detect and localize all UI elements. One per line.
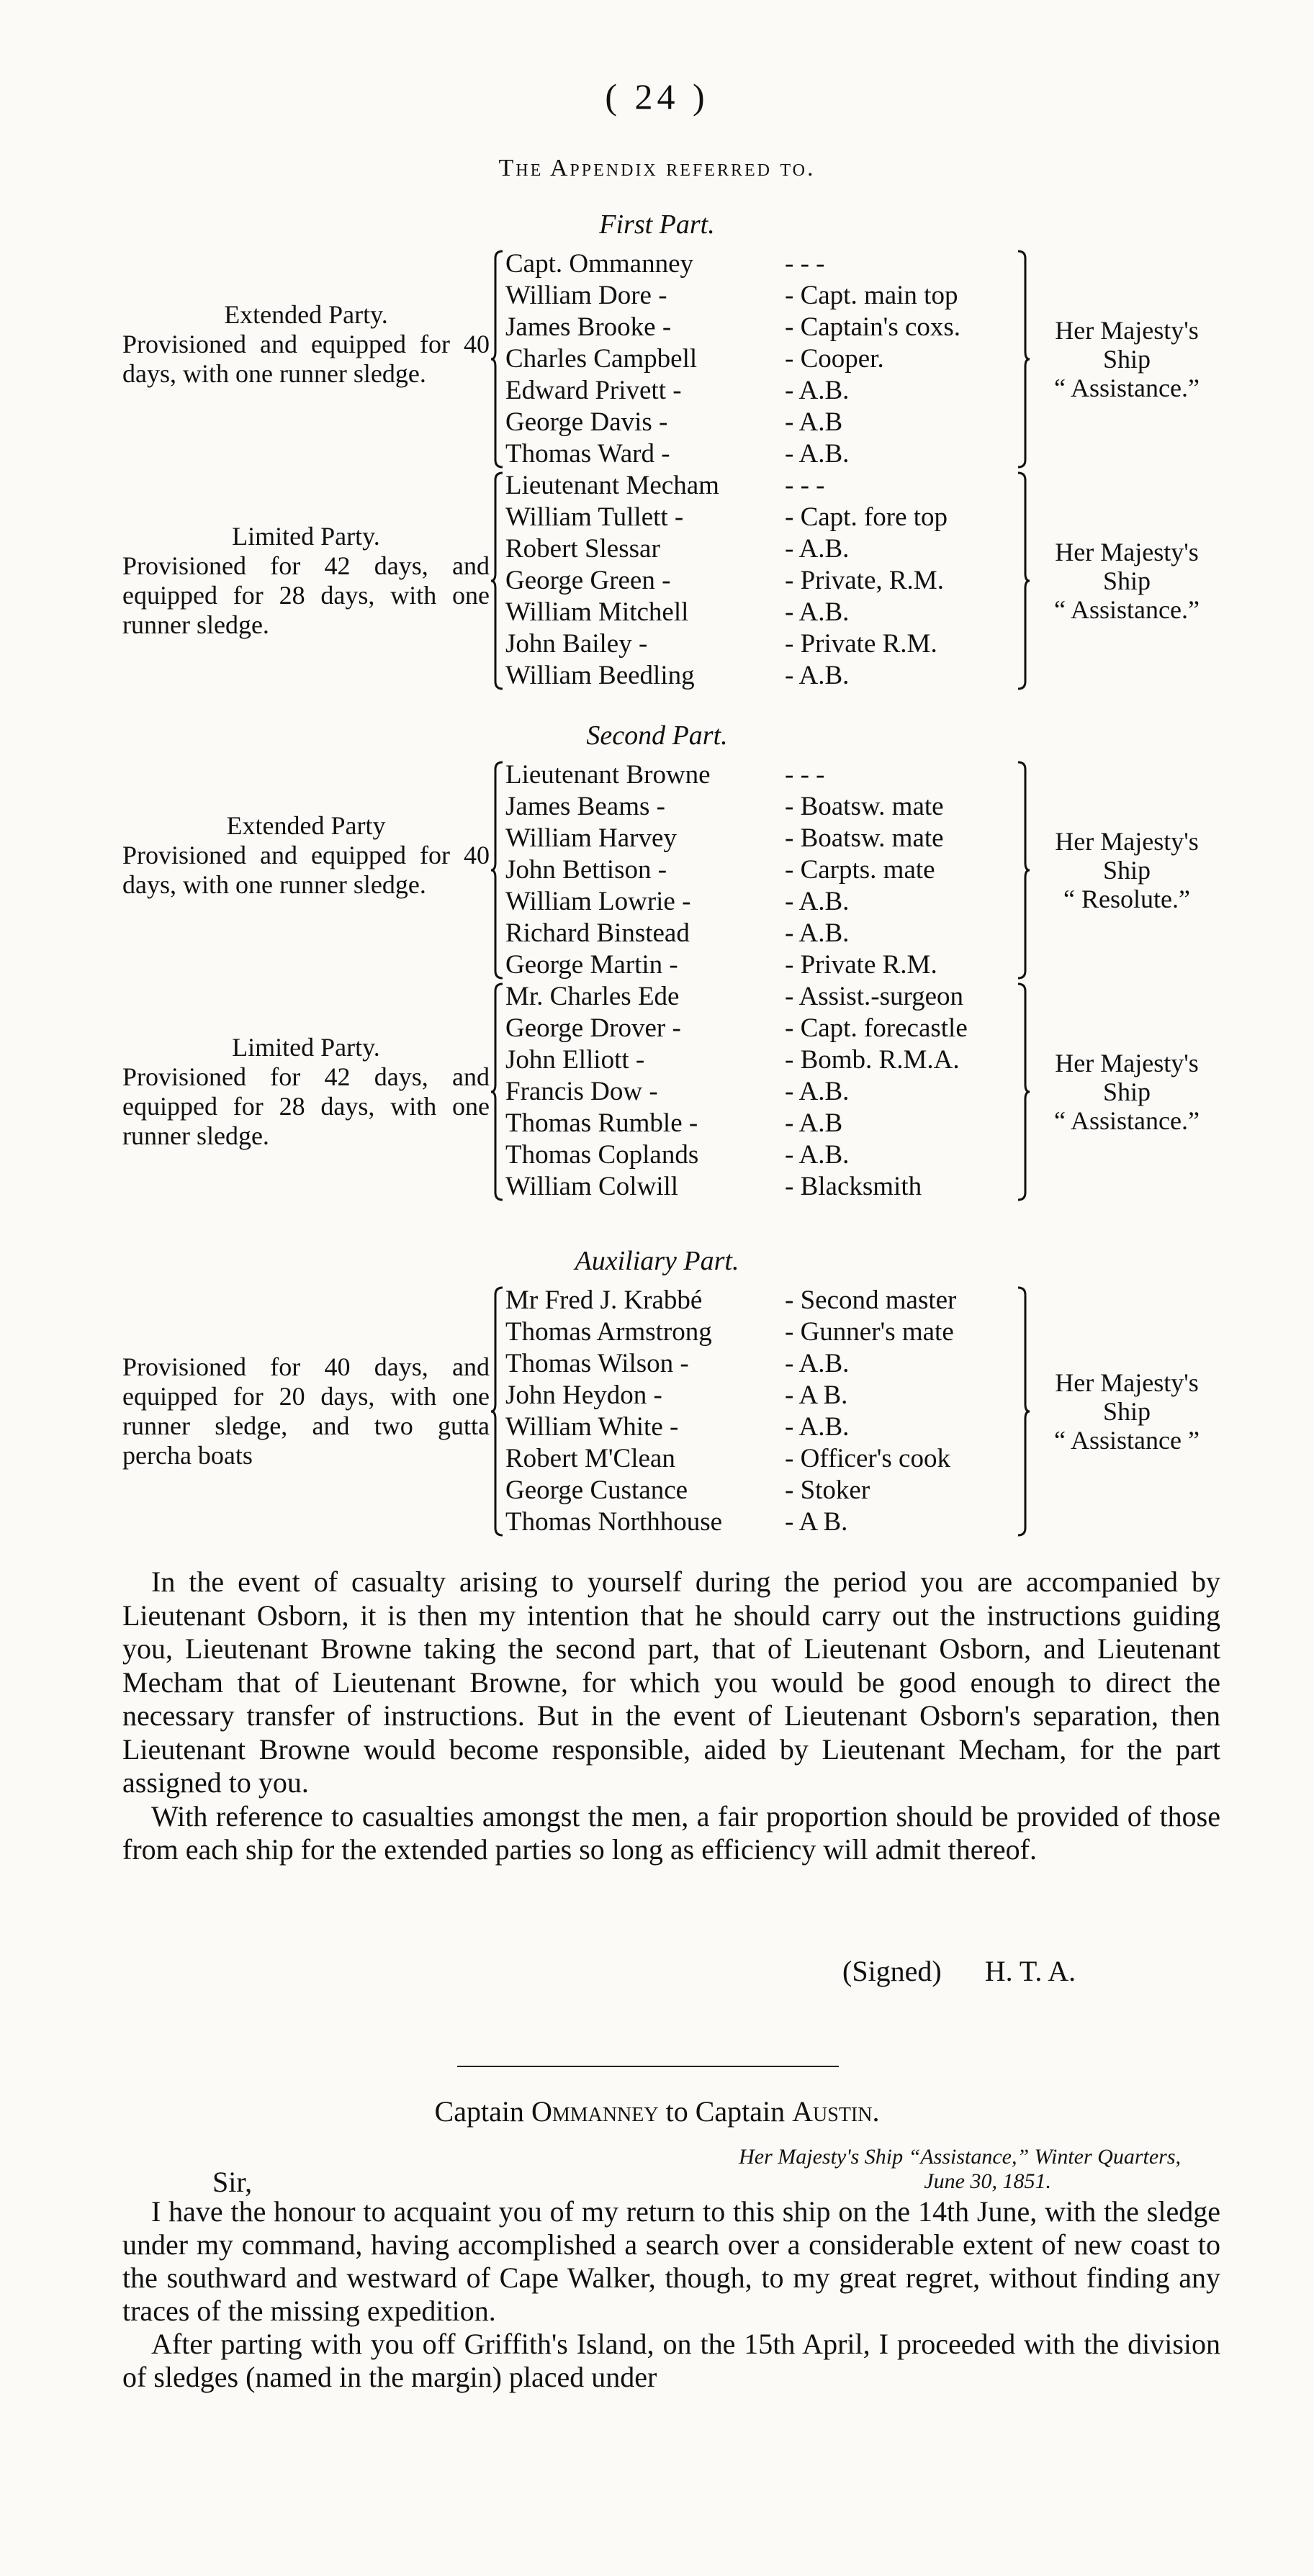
party-provisions: Provisioned for 42 days, and equipped for 28 days, with one runner sledge. — [122, 551, 490, 639]
crew-rank: - A.B. — [785, 376, 850, 405]
crew-row — [505, 1380, 1024, 1411]
left-brace — [490, 1285, 503, 1538]
crew-name: Mr. Charles Ede — [505, 982, 680, 1011]
crew-rank: - Bomb. R.M.A. — [785, 1045, 960, 1075]
ship-line: Her Majesty's — [1055, 1368, 1199, 1397]
ship-line: Ship — [1102, 566, 1151, 595]
crew-rank: - A B. — [785, 1380, 848, 1410]
party-group — [0, 759, 1314, 981]
party-description — [122, 522, 490, 640]
crew-name: William Mitchell — [505, 597, 689, 627]
signed-label: (Signed) — [842, 1955, 942, 1987]
ship-line: “ Resolute.” — [1063, 885, 1190, 913]
crew-row — [505, 375, 1024, 407]
crew-rank: - Officer's cook — [785, 1444, 950, 1473]
crew-rank: - A.B — [785, 407, 843, 437]
crew-name: William Beedling — [505, 661, 695, 690]
ship-line: Ship — [1102, 856, 1151, 885]
crew-rank: - A.B — [785, 1108, 843, 1138]
crew-name: John Heydon - — [505, 1380, 662, 1410]
party-provisions: Provisioned for 42 days, and equipped for 28 days, with one runner sledge. — [122, 1062, 490, 1150]
crew-rank: - A B. — [785, 1507, 848, 1537]
party-description — [122, 300, 490, 389]
crew-row — [505, 248, 1024, 280]
crew-name: Edward Privett - — [505, 376, 682, 405]
ship-name — [1030, 1368, 1224, 1455]
crew-row — [505, 312, 1024, 343]
crew-name: William White - — [505, 1412, 679, 1442]
crew-row — [505, 280, 1024, 312]
ship-line: Her Majesty's — [1055, 538, 1199, 566]
crew-row — [505, 791, 1024, 823]
ship-line: Her Majesty's — [1055, 827, 1199, 856]
salutation: Sir, — [212, 2166, 253, 2198]
party-description — [122, 811, 490, 900]
party-title: Limited Party. — [232, 1033, 380, 1062]
party-description — [122, 1033, 490, 1151]
ship-line: “ Assistance.” — [1054, 595, 1200, 624]
crew-rank: - Assist.-surgeon — [785, 982, 964, 1011]
crew-name: Lieutenant Browne — [505, 760, 711, 790]
crew-row — [505, 1348, 1024, 1380]
crew-rank: - A.B. — [785, 918, 850, 948]
crew-name: William Colwill — [505, 1172, 679, 1201]
ship-line: Ship — [1102, 1397, 1151, 1426]
ship-name — [1030, 1049, 1224, 1135]
crew-rank: - A.B. — [785, 1077, 850, 1106]
crew-row — [505, 470, 1024, 502]
section-title: Second Part. — [586, 720, 728, 751]
ship-name — [1030, 316, 1224, 402]
crew-name: Lieutenant Mecham — [505, 471, 719, 500]
crew-rank: - - - — [785, 471, 825, 500]
signature-line — [842, 1954, 1076, 1988]
crew-rank: - Second master — [785, 1285, 957, 1315]
crew-rank: - Captain's coxs. — [785, 312, 961, 342]
party-provisions: Provisioned and equipped for 40 days, with one runner sledge. — [122, 330, 490, 388]
crew-row — [505, 1076, 1024, 1108]
crew-rank: - A.B. — [785, 439, 850, 469]
letter-title — [0, 2094, 1314, 2128]
crew-rank: - A.B. — [785, 1349, 850, 1378]
dateline-place: Her Majesty's Ship “Assistance,” Winter Quarters, — [739, 2145, 1181, 2169]
crew-rank: - Carpts. mate — [785, 855, 935, 885]
party-provisions: Provisioned and equipped for 40 days, with one runner sledge. — [122, 841, 490, 899]
crew-list — [505, 759, 1024, 981]
ship-line: Her Majesty's — [1055, 1049, 1199, 1077]
party-title: Extended Party — [226, 811, 386, 840]
dateline-date: June 30, 1851. — [924, 2169, 1051, 2193]
crew-row — [505, 981, 1024, 1013]
crew-name: Thomas Northhouse — [505, 1507, 723, 1537]
crew-rank: - Cooper. — [785, 344, 884, 374]
crew-rank: - Capt. main top — [785, 281, 958, 310]
crew-row — [505, 628, 1024, 660]
letter-title-part: Captain — [434, 2095, 531, 2128]
crew-name: William Tullett - — [505, 502, 684, 532]
crew-rank: - Gunner's mate — [785, 1317, 954, 1347]
crew-row — [505, 886, 1024, 918]
crew-name: Robert Slessar — [505, 534, 660, 564]
crew-row — [505, 597, 1024, 628]
ship-line: Her Majesty's — [1055, 316, 1199, 345]
ship-line: Ship — [1102, 1077, 1151, 1106]
crew-rank: - Blacksmith — [785, 1172, 922, 1201]
crew-row — [505, 1044, 1024, 1076]
left-brace — [490, 981, 503, 1203]
crew-rank: - Boatsw. mate — [785, 792, 944, 821]
crew-list — [505, 1285, 1024, 1538]
crew-row — [505, 1139, 1024, 1171]
crew-rank: - Private R.M. — [785, 950, 937, 980]
crew-name: George Martin - — [505, 950, 678, 980]
crew-row — [505, 407, 1024, 438]
letter-title-part: Ommanney — [531, 2095, 659, 2128]
crew-rank: - A.B. — [785, 534, 850, 564]
crew-list — [505, 248, 1024, 470]
crew-row — [505, 823, 1024, 854]
ship-line: Ship — [1102, 345, 1151, 374]
casualty-instructions — [122, 1565, 1220, 1867]
crew-name: Thomas Ward - — [505, 439, 670, 469]
ship-line: “ Assistance ” — [1054, 1426, 1200, 1455]
crew-row — [505, 502, 1024, 533]
party-group — [0, 470, 1314, 692]
appendix-heading: The Appendix referred to. — [498, 155, 816, 181]
paragraph: I have the honour to acquaint you of my return to this ship on the 14th June, with the sledge under my command, having accomplished a search over a considerable extent of new coast to the southward and westward of Cape Walker, though, to my great regret, without finding any traces of the missing expedition. — [122, 2195, 1220, 2327]
letter-body — [122, 2195, 1220, 2394]
crew-row — [505, 1285, 1024, 1316]
crew-rank: - A.B. — [785, 1140, 850, 1170]
party-title: Extended Party. — [224, 300, 388, 329]
letter-dateline — [0, 2145, 1181, 2194]
ship-name — [1030, 538, 1224, 624]
crew-rank: - Private R.M. — [785, 629, 937, 659]
crew-name: Francis Dow - — [505, 1077, 658, 1106]
crew-name: William Dore - — [505, 281, 667, 310]
crew-name: Capt. Ommanney — [505, 249, 694, 279]
crew-rank: - Capt. forecastle — [785, 1013, 968, 1043]
crew-row — [505, 1443, 1024, 1475]
crew-rank: - - - — [785, 249, 825, 279]
party-group — [0, 981, 1314, 1203]
crew-row — [505, 660, 1024, 692]
letter-title-part: to Captain — [658, 2095, 793, 2128]
crew-row — [505, 759, 1024, 791]
crew-name: Thomas Wilson - — [505, 1349, 689, 1378]
crew-list — [505, 470, 1024, 692]
crew-name: James Beams - — [505, 792, 665, 821]
paragraph: With reference to casualties amongst the men, a fair proportion should be provided of those from each ship for the extended parties so long as efficiency will admit thereof. — [122, 1799, 1220, 1866]
ship-line: “ Assistance.” — [1054, 374, 1200, 402]
crew-name: George Green - — [505, 566, 671, 595]
party-group — [0, 1285, 1314, 1538]
party-provisions: Provisioned for 40 days, and equipped for 20 days, with one runner sledge, and two gutta percha boats — [122, 1352, 490, 1470]
crew-name: Charles Campbell — [505, 344, 698, 374]
crew-name: William Lowrie - — [505, 887, 691, 916]
crew-row — [505, 1475, 1024, 1506]
crew-row — [505, 565, 1024, 597]
ship-name — [1030, 827, 1224, 913]
crew-row — [505, 1108, 1024, 1139]
crew-name: Thomas Coplands — [505, 1140, 699, 1170]
crew-row — [505, 1506, 1024, 1538]
party-description — [122, 1352, 490, 1470]
paragraph: After parting with you off Griffith's Island, on the 15th April, I proceeded with the division of sledges (named in the margin) placed under — [122, 2328, 1220, 2393]
crew-rank: - - - — [785, 760, 825, 790]
crew-name: Richard Binstead — [505, 918, 690, 948]
crew-name: Mr Fred J. Krabbé — [505, 1285, 703, 1315]
left-brace — [490, 248, 503, 470]
crew-rank: - Capt. fore top — [785, 502, 948, 532]
crew-name: George Custance — [505, 1475, 688, 1505]
signature-initials: H. T. A. — [984, 1955, 1076, 1987]
crew-row — [505, 918, 1024, 949]
crew-name: John Bailey - — [505, 629, 648, 659]
crew-rank: - A.B. — [785, 661, 850, 690]
ship-line: “ Assistance.” — [1054, 1106, 1200, 1135]
left-brace — [490, 759, 503, 981]
section-divider — [457, 2066, 839, 2067]
crew-rank: - A.B. — [785, 1412, 850, 1442]
crew-row — [505, 854, 1024, 886]
crew-name: Robert M'Clean — [505, 1444, 675, 1473]
crew-name: John Elliott - — [505, 1045, 645, 1075]
crew-rank: - A.B. — [785, 887, 850, 916]
page-number: ( 24 ) — [605, 76, 709, 117]
crew-row — [505, 1411, 1024, 1443]
crew-row — [505, 438, 1024, 470]
crew-list — [505, 981, 1024, 1203]
crew-name: William Harvey — [505, 823, 677, 853]
crew-name: George Drover - — [505, 1013, 681, 1043]
crew-row — [505, 949, 1024, 981]
party-title: Limited Party. — [232, 522, 380, 551]
crew-rank: - Stoker — [785, 1475, 870, 1505]
crew-name: George Davis - — [505, 407, 668, 437]
crew-name: James Brooke - — [505, 312, 672, 342]
section-title: Auxiliary Part. — [575, 1246, 739, 1276]
party-group — [0, 248, 1314, 470]
crew-name: John Bettison - — [505, 855, 667, 885]
paragraph: In the event of casualty arising to yourself during the period you are accompanied by Lieutenant Osborn, it is then my intention that he should carry out the instructions guiding you, Lieutenant Browne taking the second part, that of Lieutenant Osborn, and Lieutenant Mecham that of Lieutenant Browne, for which you would be good enough to direct the necessary transfer of instructions. But in the event of Lieutenant Osborn's separation, then Lieutenant Browne would become responsible, aided by Lieutenant Mecham, for the part assigned to you. — [122, 1565, 1220, 1799]
section-title: First Part. — [599, 209, 715, 240]
crew-row — [505, 1013, 1024, 1044]
crew-rank: - Boatsw. mate — [785, 823, 944, 853]
letter-title-part: Austin. — [792, 2095, 880, 2128]
crew-row — [505, 1171, 1024, 1203]
crew-row — [505, 1316, 1024, 1348]
crew-row — [505, 343, 1024, 375]
crew-rank: - A.B. — [785, 597, 850, 627]
left-brace — [490, 470, 503, 692]
crew-name: Thomas Armstrong — [505, 1317, 712, 1347]
crew-row — [505, 533, 1024, 565]
crew-name: Thomas Rumble - — [505, 1108, 698, 1138]
crew-rank: - Private, R.M. — [785, 566, 944, 595]
